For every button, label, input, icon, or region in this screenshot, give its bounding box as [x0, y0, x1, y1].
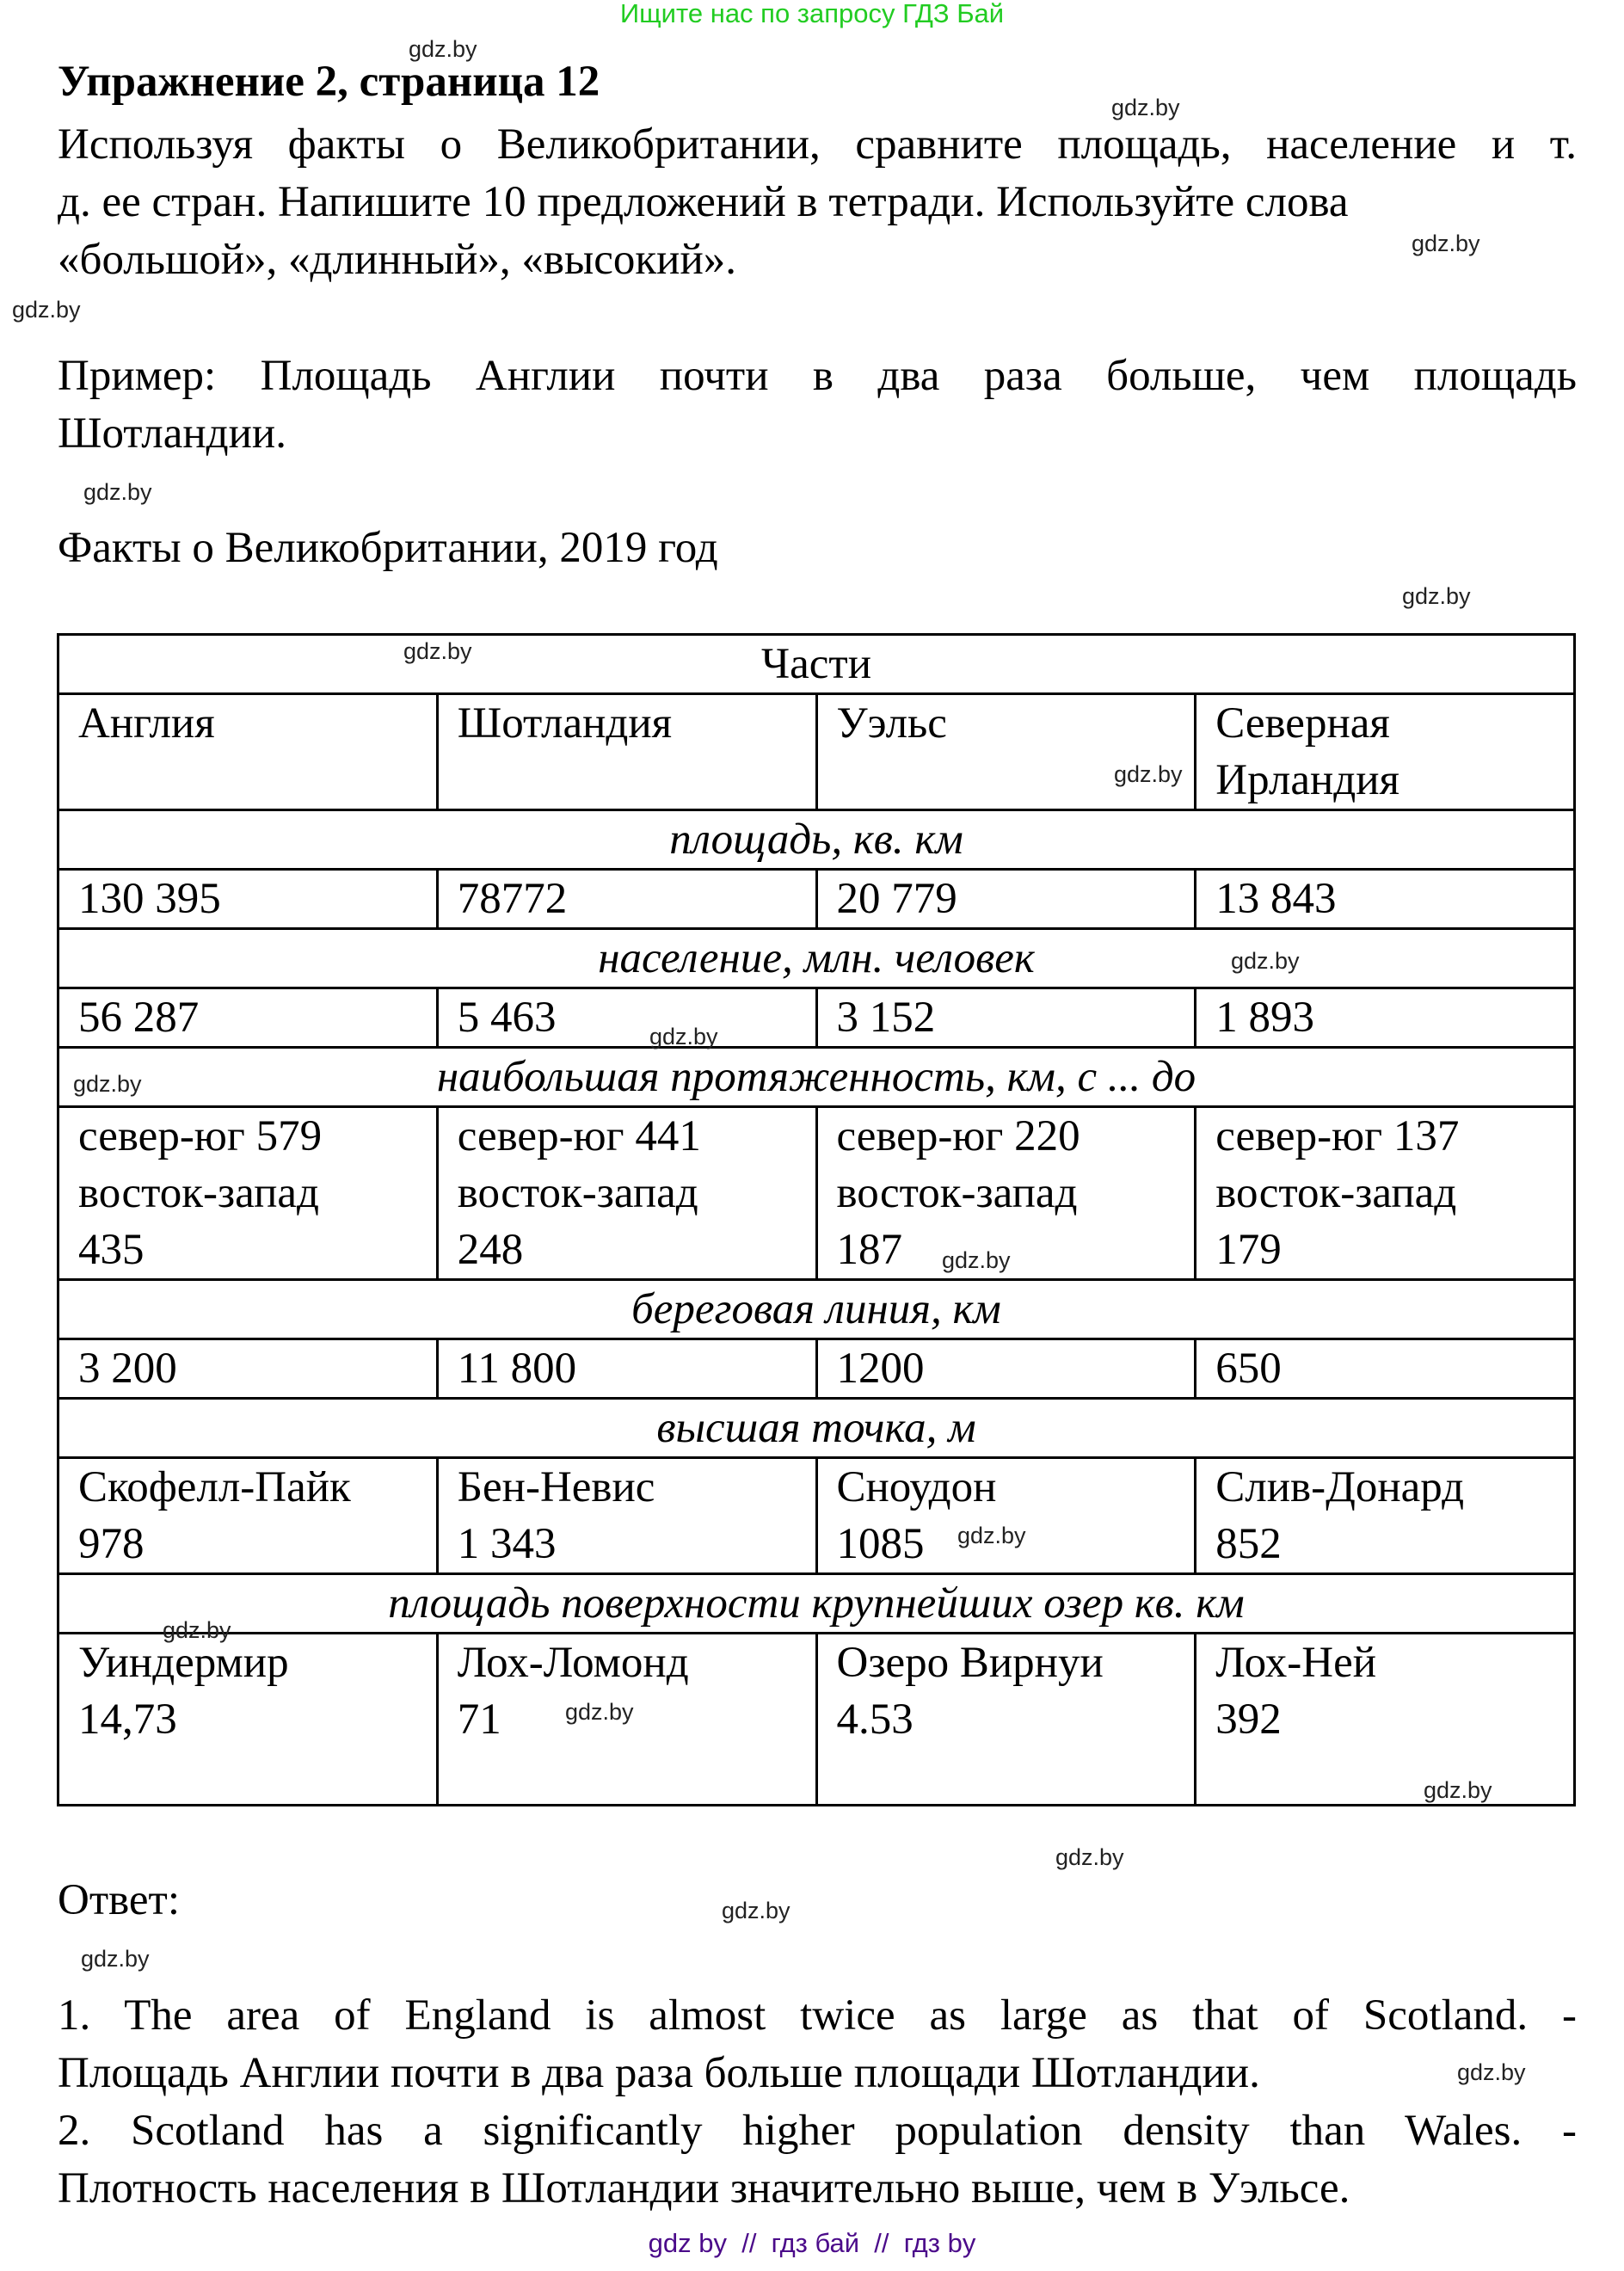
section-title-extent: наибольшая протяженность, км, с ... до — [58, 1048, 1575, 1107]
section-title-row — [58, 1048, 1575, 1107]
table-caption: Факты о Великобритании, 2019 год — [58, 524, 718, 572]
section-title-row — [58, 929, 1575, 988]
top-banner-link[interactable]: Ищите нас по запросу ГДЗ Бай — [619, 0, 1005, 28]
task-line-3: «большой», «длинный», «высокий». — [58, 236, 736, 284]
cell: 1 893 — [1196, 988, 1575, 1048]
watermark: gdz.by — [722, 1898, 790, 1923]
cell-line: Слив-Донард — [1215, 1463, 1465, 1511]
cell — [816, 1634, 1196, 1806]
example-text — [58, 348, 1577, 463]
cell-line: 4.53 — [836, 1696, 914, 1744]
watermark: gdz.by — [73, 1071, 142, 1097]
cell-line: Сноудон — [836, 1463, 997, 1511]
page-title: Упражнение 2, страница 12 — [58, 58, 600, 106]
section-title-row — [58, 1399, 1575, 1458]
cell-line: 978 — [78, 1520, 145, 1568]
cell-line: Скофелл-Пайк — [78, 1463, 351, 1511]
section-title-lakes: площадь поверхности крупнейших озер кв. км — [58, 1574, 1575, 1634]
cell-line: Бен-Невис — [457, 1463, 655, 1511]
watermark: gdz.by — [1114, 761, 1183, 787]
watermark: gdz.by — [1231, 948, 1300, 974]
cell-line: 14,73 — [78, 1696, 177, 1744]
cell-line: север-юг 137 — [1215, 1112, 1460, 1160]
cell-line: Озеро Вирнуи — [836, 1639, 1104, 1687]
example-line-2: Шотландии. — [58, 409, 286, 458]
section-title-area: площадь, кв. км — [58, 810, 1575, 870]
part-scotland: Шотландия — [437, 694, 816, 810]
cell-line: 71 — [457, 1696, 501, 1744]
table-header: Части — [58, 635, 1575, 694]
part-northern-ireland: Северная Ирландия — [1196, 694, 1575, 810]
table-row — [58, 870, 1575, 929]
watermark: gdz.by — [1111, 95, 1180, 120]
section-title-coastline: береговая линия, км — [58, 1280, 1575, 1339]
table-row — [58, 1458, 1575, 1574]
watermark: gdz.by — [1457, 2059, 1526, 2085]
cell — [816, 1458, 1196, 1574]
cell: 3 152 — [816, 988, 1196, 1048]
cell-line: Лох-Ломонд — [457, 1639, 689, 1687]
task-line-2: д. ее стран. Напишите 10 предложений в тетради. Используйте слова — [58, 178, 1349, 226]
cell-line: 187 — [836, 1226, 902, 1274]
cell — [1196, 1107, 1575, 1280]
answer-label: Ответ: — [58, 1876, 180, 1924]
cell-line: 248 — [457, 1226, 524, 1274]
table-header-row — [58, 635, 1575, 694]
cell-line: Уиндермир — [78, 1639, 289, 1687]
cell-line: восток-запад — [836, 1169, 1078, 1217]
cell — [58, 1458, 438, 1574]
cell-line: 179 — [1215, 1226, 1282, 1274]
task-line-1: Используя факты о Великобритании, сравните площадь, население и т. — [58, 120, 1577, 169]
example-line-1: Пример: Площадь Англии почти в два раза больше, чем площадь — [58, 352, 1577, 400]
cell-line: 1085 — [836, 1520, 925, 1568]
cell: 20 779 — [816, 870, 1196, 929]
cell — [437, 1107, 816, 1280]
section-title-row — [58, 810, 1575, 870]
cell-line: 852 — [1215, 1520, 1282, 1568]
cell — [58, 1107, 438, 1280]
watermark: gdz.by — [163, 1617, 231, 1643]
watermark: gdz.by — [957, 1523, 1026, 1548]
answer-2-en: 2. Scotland has a significantly higher population density than Wales. - — [58, 2107, 1577, 2155]
cell-line: Лох-Ней — [1215, 1639, 1377, 1687]
cell: 11 800 — [437, 1339, 816, 1399]
cell: 13 843 — [1196, 870, 1575, 929]
facts-table — [57, 633, 1576, 1806]
bottom-banner-link[interactable]: gdz by // гдз бай // гдз by — [648, 2228, 976, 2258]
watermark: gdz.by — [81, 1946, 150, 1972]
cell: 130 395 — [58, 870, 438, 929]
watermark: gdz.by — [1055, 1844, 1124, 1870]
cell: 650 — [1196, 1339, 1575, 1399]
table-row — [58, 1107, 1575, 1280]
watermark: gdz.by — [83, 479, 152, 505]
answers-list — [58, 1987, 1577, 2218]
cell: 78772 — [437, 870, 816, 929]
part-england: Англия — [58, 694, 438, 810]
task-text — [58, 116, 1577, 289]
cell — [58, 1634, 438, 1806]
cell: 1200 — [816, 1339, 1196, 1399]
table-row — [58, 988, 1575, 1048]
answer-2-ru: Плотность населения в Шотландии значительно выше, чем в Уэльсе. — [58, 2164, 1350, 2213]
cell-line: 435 — [78, 1226, 145, 1274]
cell-line: север-юг 441 — [457, 1112, 701, 1160]
answer-1-en: 1. The area of England is almost twice as large as that of Scotland. - — [58, 1991, 1577, 2040]
watermark: gdz.by — [1412, 231, 1480, 256]
cell — [1196, 1458, 1575, 1574]
cell: 56 287 — [58, 988, 438, 1048]
section-title-row — [58, 1280, 1575, 1339]
watermark: gdz.by — [1402, 583, 1471, 609]
cell — [437, 1458, 816, 1574]
cell-line: север-юг 220 — [836, 1112, 1080, 1160]
watermark: gdz.by — [409, 36, 477, 62]
watermark: gdz.by — [565, 1699, 634, 1725]
part-wales: Уэльс — [816, 694, 1196, 810]
section-title-population: население, млн. человек — [58, 929, 1575, 988]
section-title-highest-point: высшая точка, м — [58, 1399, 1575, 1458]
watermark: gdz.by — [12, 297, 81, 323]
parts-row — [58, 694, 1575, 810]
watermark: gdz.by — [403, 638, 472, 664]
cell-line: север-юг 579 — [78, 1112, 323, 1160]
cell-line: восток-запад — [457, 1169, 698, 1217]
watermark: gdz.by — [1424, 1777, 1492, 1803]
cell — [1196, 1634, 1575, 1806]
cell-line: восток-запад — [78, 1169, 320, 1217]
answer-1-ru: Площадь Англии почти в два раза больше площади Шотландии. — [58, 2049, 1260, 2097]
section-title-row — [58, 1574, 1575, 1634]
table-row — [58, 1339, 1575, 1399]
watermark: gdz.by — [649, 1024, 718, 1049]
cell: 3 200 — [58, 1339, 438, 1399]
cell-line: 1 343 — [457, 1520, 557, 1568]
cell-line: восток-запад — [1215, 1169, 1457, 1217]
table-row — [58, 1634, 1575, 1806]
cell-line: 392 — [1215, 1696, 1282, 1744]
watermark: gdz.by — [942, 1247, 1011, 1273]
cell: 5 463 — [437, 988, 816, 1048]
